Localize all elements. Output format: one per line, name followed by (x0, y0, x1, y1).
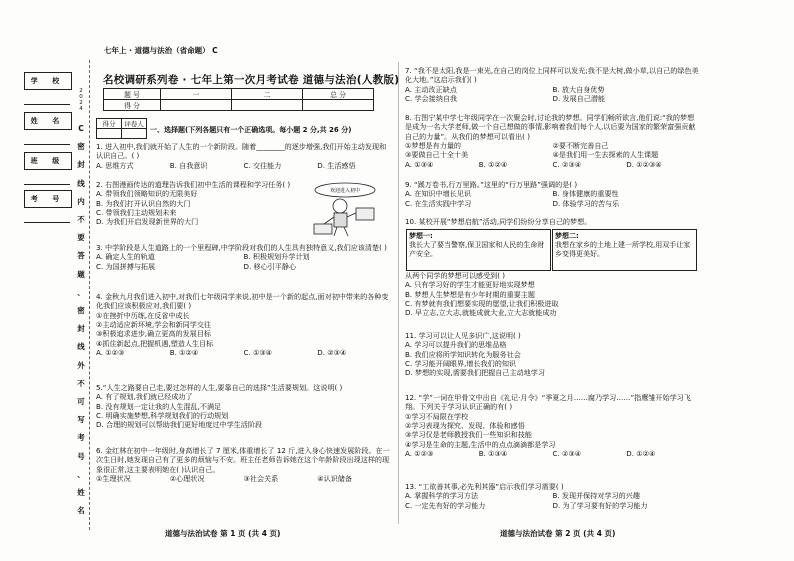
seal-char: 外 (77, 360, 85, 370)
seal-char: 封 (77, 324, 85, 334)
option-c[interactable]: C. 有梦就有我们想要实现的愿望,让我们积极进取 (405, 299, 559, 309)
option-c[interactable]: C. 明确实施梦想,科学规划我们的行动规划 (96, 411, 229, 421)
seal-char: 不 (77, 378, 85, 388)
score-table (103, 88, 374, 111)
seal-char: 、 (77, 287, 85, 297)
option-c[interactable]: C. 在生活实践中学习 (405, 198, 472, 208)
option-a[interactable]: A. 思维方式 (96, 160, 134, 170)
grader-name-label: 评卷人 (122, 119, 147, 129)
option-a[interactable]: A. ①③④ (405, 159, 434, 169)
question-stem: 6. 金红林在初中一年级时,身高增长了 7 厘米,体重增长了 12 斤,进入身心快速发展阶段。在一次生日时,她发现自己有了更多的烦恼与不安。班主任老师告诉她在这个年龄阶段出现这样的现象很正常,这主要表明她在( )认识自己。 (96, 446, 390, 474)
column-divider (398, 62, 399, 524)
exam-number-label: 考 号 (24, 190, 72, 208)
class-label: 班 级 (24, 152, 72, 170)
option-d[interactable]: D. ①②④ (626, 449, 656, 459)
option-c[interactable]: C. ①③④ (243, 348, 273, 358)
seal-char: 要 (77, 233, 85, 243)
option-a[interactable]: A. 有了规划,我们就已经成功了 (96, 392, 193, 402)
option-d[interactable]: D. 生活感悟 (317, 160, 356, 170)
seal-char: 密 (77, 142, 85, 152)
option-a[interactable]: A. 在知识中增长见识 (405, 189, 471, 199)
option-c[interactable]: C. 学会接纳自我 (405, 94, 458, 104)
seal-char: 密 (77, 306, 85, 316)
question-2 (96, 180, 296, 227)
score-row-label: 得 分 (104, 100, 161, 111)
section-1-heading: 一、选择题(下列各题只有一个正确选项。每小题 2 分,共 26 分) (150, 126, 352, 134)
dream-1-text: 我长大了要当警察,保卫国家和人民的生命财产安全。 (409, 241, 545, 259)
statement-4: ④抓住新起点,把握机遇,塑造人生目标 (96, 338, 214, 348)
option-b[interactable]: B. 我们应将所学知识转化为服务社会 (405, 349, 521, 359)
question-stem: 7. “我不是太阳,我是一束光,在自己的岗位上同样可以发光;我不是大树,做小草,以自己的绿色美化大地。”这启示我们( ) (405, 66, 699, 85)
grader-name-cell[interactable] (122, 129, 147, 139)
dream-2-title: 梦想二: (555, 232, 579, 240)
seal-char: 线 (77, 342, 85, 352)
option-c[interactable]: C. 交往能力 (243, 160, 282, 170)
question-stem: 13. “工欲善其事,必先利其器”启示我们学习需要( ) (405, 482, 564, 491)
seal-char: 号 (77, 451, 85, 461)
seal-char: 考 (77, 433, 85, 443)
year-digit: 2 (79, 88, 83, 94)
question-stem: 10. 某校开展“梦想启航”活动,同学们纷纷分享自己的梦想。 (405, 217, 592, 226)
grader-score-label: 得分 (97, 119, 122, 129)
grader-score-cell[interactable] (97, 129, 122, 139)
option-c[interactable]: C. ②③④ (552, 159, 582, 169)
seal-char: 线 (77, 178, 85, 188)
statement-4: ④学习是生命的主题,生活中的点点滴滴都是学习 (405, 439, 556, 449)
statement-3: ③学习仅是老师教授我们一些知识和技能 (405, 430, 532, 440)
option-b[interactable]: B. 放大自身优势 (552, 84, 605, 94)
question-stem: 9. “蹊万卷书,行万里路。”这里的“行万里路”强调的是( ) (405, 180, 578, 189)
option-b[interactable]: B. ①③④ (478, 449, 508, 459)
statement-2: ②主动适应新环境,学会和新同学交往 (96, 320, 212, 330)
option-c[interactable]: C. ②③④ (552, 449, 582, 459)
option-c[interactable]: C. 为国拼搏与拓展 (96, 261, 156, 271)
option-d[interactable]: D. 合理的规划可以帮助我们更好地度过中学生活阶段 (96, 420, 263, 430)
dream-box-1 (406, 229, 551, 271)
question-stem: 11. 学习可以让人见多识广,这说明( ) (405, 331, 521, 340)
seal-char: C (78, 124, 84, 133)
option-b[interactable]: B. 没有规划一定让我的人生混乱,不满足 (96, 401, 222, 411)
seal-char: 写 (77, 415, 85, 425)
seal-char: 题 (77, 269, 85, 279)
option-b[interactable]: B. 梦想人生梦想是有少年时期的重要主题 (405, 289, 535, 299)
option-d[interactable]: D. 为了学习要有好的学习能力 (552, 500, 648, 510)
question-stem: 4. 金秋九月我们进入初中,对我们七年级同学来说,初中是一个新的起点,面对初中带来的各种变化我们应该积极应对,我们要( ) (96, 292, 389, 311)
option-b[interactable]: B. 身体健康的重要性 (552, 189, 619, 199)
score-cell-3[interactable] (303, 100, 374, 111)
option-d[interactable]: D. 移心引平静心 (243, 261, 297, 271)
seal-char: 名 (77, 506, 85, 516)
year-digit: 4 (79, 106, 83, 112)
option-b[interactable]: B. 为我们打开认识自然的大门 (96, 198, 191, 208)
question-6 (96, 446, 391, 483)
score-head-0: 题 号 (104, 89, 161, 100)
dream-1-title: 梦想一: (409, 232, 433, 240)
paper-tag: 七年上 · 道德与法治（省命题） C (104, 46, 218, 55)
question-stem: 8. 右图宁某中学七年级同学在一次聚会时,讨论我的梦想。同学们畅所欲言,他们说:“我的梦想是成为一名大学老师,做一个自己想做的事情,影响着我们每个人,以后要为国家的繁荣富强贡献自己的力量”。从我们的梦想可以看出( ) (405, 113, 696, 141)
question-stem: 1. 进入初中,我们就开始了人生的一个新阶段。随着________的逐步增强,我们开始主动发现和认识自己。( ) (96, 142, 387, 161)
seal-warning-text (76, 120, 86, 520)
name-label: 姓 名 (24, 112, 72, 130)
option-d[interactable]: D. ②③④ (317, 348, 347, 358)
option-b[interactable]: B. 发现并保持对学习的兴趣 (552, 491, 640, 501)
option-a[interactable]: A. ①②③ (405, 449, 434, 459)
seal-char: 可 (77, 397, 85, 407)
question-13 (405, 482, 700, 510)
option-c[interactable]: C. 一定先有好的学习能力 (405, 500, 486, 510)
exam-number-line (24, 222, 70, 223)
seal-dashed-line (89, 60, 90, 530)
class-line (24, 184, 70, 185)
option-1[interactable]: ①生理状况 (96, 474, 131, 484)
option-b[interactable]: B. 自我意识 (169, 160, 208, 170)
question-11 (405, 331, 700, 378)
question-12 (405, 393, 700, 459)
svg-text:欢迎进入初中: 欢迎进入初中 (329, 188, 361, 194)
school-label: 学 校 (24, 72, 72, 90)
option-a[interactable]: A. 只有学习好的学生才能更好地实现梦想 (405, 280, 535, 290)
statement-4: ④是我们用一生去探索的人生课题 (552, 150, 659, 160)
question-stem: 3. 中学阶段是人生道路上的一个里程碑,中学阶段对我们的人生具有独特意义,我们应该清楚( ) (96, 243, 387, 252)
option-a[interactable]: A. 掌握科学的学习方法 (405, 491, 479, 501)
question-4 (96, 292, 391, 358)
option-a[interactable]: A. ①②③ (96, 348, 125, 358)
score-head-3: 总 分 (303, 89, 374, 100)
score-cell-2[interactable] (232, 100, 303, 111)
footer-page-1: 道德与法治试卷 第 1 页 (共 4 页) (165, 529, 281, 538)
statement-1: ①学习不局限在学校 (405, 411, 469, 421)
question-stem: 12. “学”一词在甲骨文中出自《礼记·月令》“季夏之月……腐乃学习……”指鹰雏开始学习飞翔。下列关于学习认识正确的有( ) (405, 393, 691, 412)
option-d[interactable]: D. 早立志,立大志,就能成就大业,立大志就能成功 (405, 308, 557, 318)
question-10 (405, 217, 700, 226)
dream-2-text: 我想在家乡的土地上建一所学校,用双手让家乡变得更美好。 (555, 241, 691, 259)
statement-2: ②学习表现为探究、发现、体验和感悟 (405, 421, 525, 431)
option-a[interactable]: A. 主动改正缺点 (405, 84, 457, 94)
option-a[interactable]: A. 带领我们领略知识的无限美好 (96, 189, 198, 199)
page-title: 名校调研系列卷 · 七年上第一次月考试卷 道德与法治(人教版) (103, 74, 400, 86)
option-a[interactable]: A. 学习可以提升我们的思维品格 (405, 340, 507, 350)
option-c[interactable]: C. 带领我们主动规划未来 (96, 208, 177, 218)
option-d[interactable]: D. ①②③④ (626, 159, 662, 169)
statement-2: ②要不断完善自己 (552, 141, 609, 151)
option-b[interactable]: B. ①②④ (478, 159, 508, 169)
option-d[interactable]: D. 体验学习的苦与乐 (552, 198, 620, 208)
option-b[interactable]: B. ①②④ (169, 348, 199, 358)
seal-char: 封 (77, 160, 85, 170)
seal-char: 内 (77, 196, 85, 206)
option-3[interactable]: ③社会关系 (243, 474, 279, 484)
statement-3: ③积极追求进步,确立更高的发展目标 (96, 329, 212, 339)
seal-char: 答 (77, 251, 85, 261)
score-cell-1[interactable] (161, 100, 232, 111)
year-digit: 2 (79, 100, 83, 106)
option-a[interactable]: A. 确定人生的轨道 (96, 252, 155, 262)
option-4[interactable]: ④认识储备 (317, 474, 352, 484)
seal-char: 不 (77, 215, 85, 225)
statement-3: ③要做自己十全十美 (405, 150, 469, 160)
seal-char: 、 (77, 469, 85, 479)
option-b[interactable]: B. 积极规划升学计划 (243, 252, 310, 262)
side-year (76, 88, 86, 112)
year-digit: 0 (79, 94, 83, 100)
question-9 (405, 180, 700, 208)
question-stem: 2. 右图漫画传达的道理告诉我们初中生活的课程和学习任务( ) (96, 180, 291, 189)
cartoon-illustration (300, 182, 390, 237)
question-5 (96, 383, 391, 430)
dream-box-2 (552, 229, 697, 271)
question-stem: 5.“人生之路要自己走,要过怎样的人生,要靠自己的选择”生活要规划。这说明( ) (96, 383, 343, 392)
statement-1: ①梦想是有力量的 (405, 141, 462, 151)
school-line (24, 104, 70, 105)
score-head-1: 一 (161, 89, 232, 100)
option-c[interactable]: C. 学习能开阔眼界,增长我们的知识 (405, 359, 517, 369)
footer-page-2: 道德与法治试卷 第 2 页 (共 4 页) (500, 529, 616, 538)
option-2[interactable]: ②心理状况 (169, 474, 205, 484)
grader-table (96, 118, 147, 139)
question-7 (405, 66, 700, 103)
score-head-2: 二 (232, 89, 303, 100)
option-d[interactable]: D. 梦想的实现,需要我们把握自己主动地学习 (405, 368, 545, 378)
question-8 (405, 113, 700, 169)
option-d[interactable]: D. 为我们开启发现新世界的大门 (96, 217, 199, 227)
option-d[interactable]: D. 发展自己潜能 (552, 94, 606, 104)
statement-1: ①在挫折中历练,在反省中成长 (96, 310, 190, 320)
name-line (24, 144, 70, 145)
question-1 (96, 142, 391, 170)
question-10-options (405, 271, 700, 318)
question-3 (96, 243, 391, 271)
seal-char: 姓 (77, 488, 85, 498)
question-tail: 从两个同学的梦想可以感受到( ) (405, 271, 506, 280)
